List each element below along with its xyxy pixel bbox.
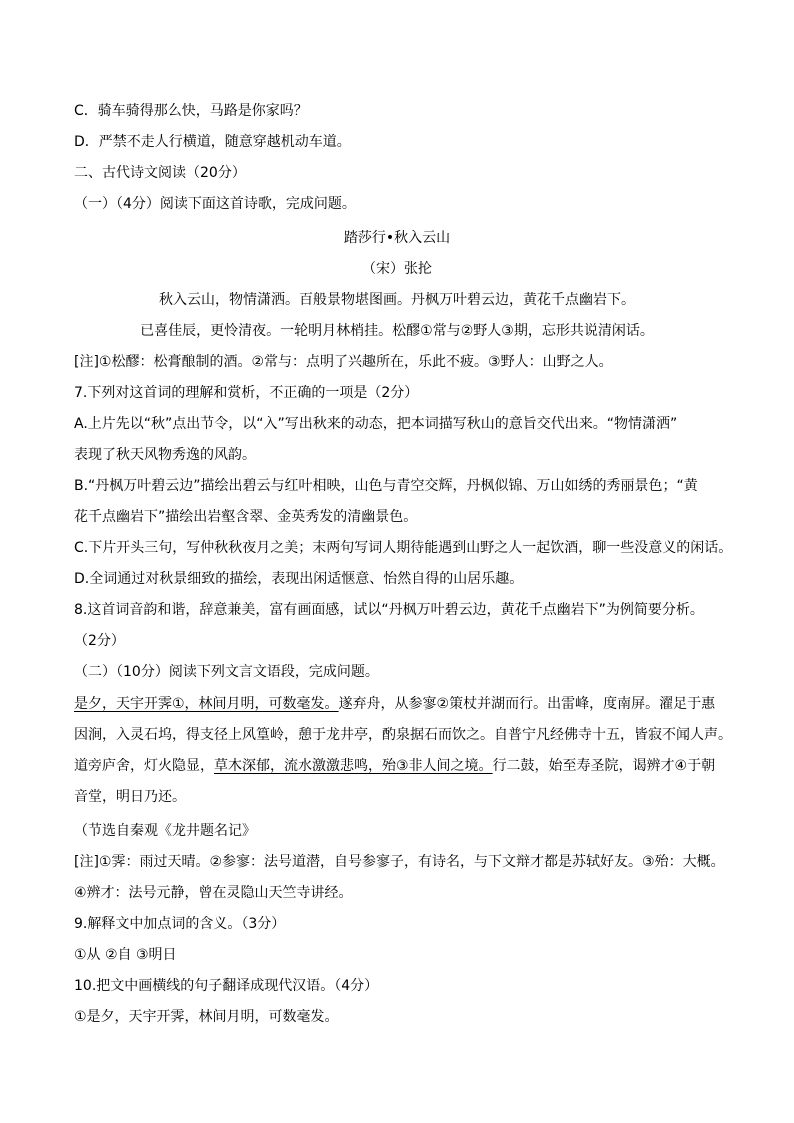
passage-line-2: 因涧，入灵石坞，得支径上风篁岭，憩于龙井亭，酌泉据石而饮之。自普宁凡经佛寺十五，皆寂不闻人声。 [74,727,732,743]
question-8-score: （2分） [74,633,125,649]
poem-line-2: 已喜佳辰，更怜清夜。一轮明月林梢挂。松醪①常与②野人③期，忘形共说清闲话。 [140,323,654,339]
q7-option-d: D.全词通过对秋景细致的描绘，表现出闲适惬意、怡然自得的山居乐趣。 [74,571,524,587]
underlined-sentence-1: 是夕，天宇开霁①，林间月明，可数毫发。 [74,696,339,712]
poem-line-1: 秋入云山，物情潇洒。百般景物堪图画。丹枫万叶碧云边，黄花千点幽岩下。 [159,292,635,308]
poem-note: [注]①松醪：松膏酿制的酒。②常与：点明了兴趣所在，乐此不疲。③野人：山野之人。 [74,354,613,370]
q7-option-b-1: B.“丹枫万叶碧云边”描绘出碧云与红叶相映，山色与青空交辉，丹枫似锦、万山如绣的秀丽景色；“黄 [74,478,698,494]
question-10-item-1: ①是夕，天宇开霁，林间月明，可数毫发。 [74,1009,339,1025]
passage-line-1 [74,694,715,714]
q7-option-a-1: A.上片先以“秋”点出节令，以“入”写出秋来的动态，把本词描写秋山的意旨交代出来。“物情潇洒” [74,416,678,432]
section-heading: 二、古代诗文阅读（20分） [74,165,246,181]
passage-note-2: ④辨才：法号元静，曾在灵隐山天竺寺讲经。 [74,885,353,901]
passage-line-3 [74,756,715,776]
question-8: 8.这首词音韵和谐，辞意兼美，富有画面感，试以“丹枫万叶碧云边，黄花千点幽岩下”为例简要分析。 [74,602,704,618]
passage-line-4: 音堂，明日乃还。 [74,789,186,805]
passage-text: 遂弃舟，从参寥②策杖并湖而行。出雷峰，度南屏。濯足于惠 [338,696,716,712]
passage-note-1: [注]①霁：雨过天晴。②参寥：法号道潜，自号参寥子，有诗名，与下文辩才都是苏轼好友。③殆：大概。 [74,854,725,870]
subsection-2-heading: （二）（10分）阅读下列文言文语段，完成问题。 [74,664,379,680]
passage-text: 道旁庐舍，灯火隐显， [74,758,214,774]
underlined-sentence-2: 草木深郁，流水激激悲鸣，殆③非人间之境。 [214,758,493,774]
option-d-line: D．严禁不走人行横道，随意穿越机动车道。 [74,134,351,150]
question-9: 9.解释文中加点词的含义。（3分） [74,916,286,932]
question-7: 7.下列对这首词的理解和赏析，不正确的一项是（2分） [74,385,419,401]
question-9-items: ①从 ②自 ③明日 [74,947,177,963]
poem-title: 踏莎行•秋入云山 [343,230,451,246]
passage-text: 行二鼓，始至寿圣院，谒辨才④于朝 [492,758,716,774]
subsection-heading: （一）（4分）阅读下面这首诗歌，完成问题。 [74,196,356,212]
poem-author: （宋）张抡 [362,261,432,277]
question-10: 10.把文中画横线的句子翻译成现代汉语。（4分） [74,978,379,994]
q7-option-a-2: 表现了秋天风物秀逸的风韵。 [74,447,256,463]
passage-source: （节选自秦观《龙井题名记》 [74,823,256,839]
q7-option-b-2: 花千点幽岩下”描绘出岩壑含翠、金英秀发的清幽景色。 [74,509,418,525]
option-c-line: C．骑车骑得那么快，马路是你家吗？ [74,103,308,119]
q7-option-c: C.下片开头三句，写仲秋秋夜月之美；末两句写词人期待能遇到山野之人一起饮酒，聊一些没意义的闲话。 [74,540,733,556]
